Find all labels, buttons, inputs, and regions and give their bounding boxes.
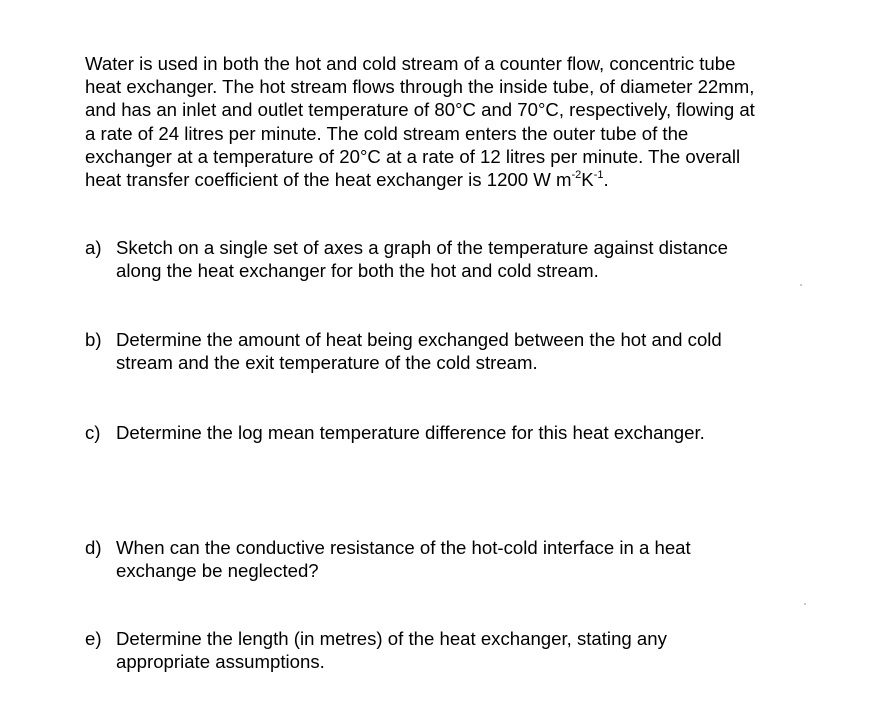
- question-text: [116, 236, 806, 282]
- problem-statement-line: heat exchanger. The hot stream flows through the inside tube, of diameter 22mm,: [85, 76, 755, 98]
- problem-statement-line: a rate of 24 litres per minute. The cold stream enters the outer tube of the: [85, 122, 689, 144]
- problem-statement-line: Water is used in both the hot and cold stream of a counter flow, concentric tube: [85, 53, 736, 74]
- problem-statement-line: and has an inlet and outlet temperature of 80°C and 70°C, respectively, flowing at: [85, 99, 755, 121]
- scan-speck: [804, 603, 806, 605]
- question-text-line: appropriate assumptions.: [116, 651, 325, 673]
- question-text-line: exchange be neglected?: [116, 560, 319, 582]
- question-text-line: Sketch on a single set of axes a graph of the temperature against distance: [116, 237, 728, 258]
- problem-statement-line: exchanger at a temperature of 20°C at a rate of 12 litres per minute. The overall: [85, 145, 741, 167]
- question-text-line: When can the conductive resistance of the hot-cold interface in a heat: [116, 537, 691, 558]
- exponent-area: -2: [571, 168, 582, 181]
- question-text: [116, 421, 806, 444]
- question-label: b): [85, 329, 102, 350]
- question-text: [116, 536, 806, 582]
- question-text-line: Determine the length (in metres) of the heat exchanger, stating any: [116, 628, 667, 649]
- question-label: a): [85, 237, 102, 258]
- question-text: [116, 328, 806, 374]
- question-text-line: Determine the log mean temperature difference for this heat exchanger.: [116, 422, 705, 443]
- question-text-line: along the heat exchanger for both the hot and cold stream.: [116, 260, 599, 282]
- question-text-line: Determine the amount of heat being exchanged between the hot and cold: [116, 329, 722, 350]
- scan-speck: [800, 284, 802, 286]
- unit-prefix-text: heat transfer coefficient of the heat exchanger is 1200 W m: [85, 169, 572, 191]
- question-label: e): [85, 628, 102, 649]
- unit-kelvin: K: [581, 169, 594, 191]
- exponent-kelvin: -1: [593, 168, 604, 181]
- question-text-line: stream and the exit temperature of the cold stream.: [116, 352, 538, 374]
- problem-statement: [85, 52, 825, 191]
- question-text: [116, 627, 806, 673]
- sentence-end: .: [603, 169, 609, 191]
- question-label: d): [85, 537, 102, 558]
- problem-statement-last-line: [85, 168, 825, 191]
- question-label: c): [85, 422, 101, 443]
